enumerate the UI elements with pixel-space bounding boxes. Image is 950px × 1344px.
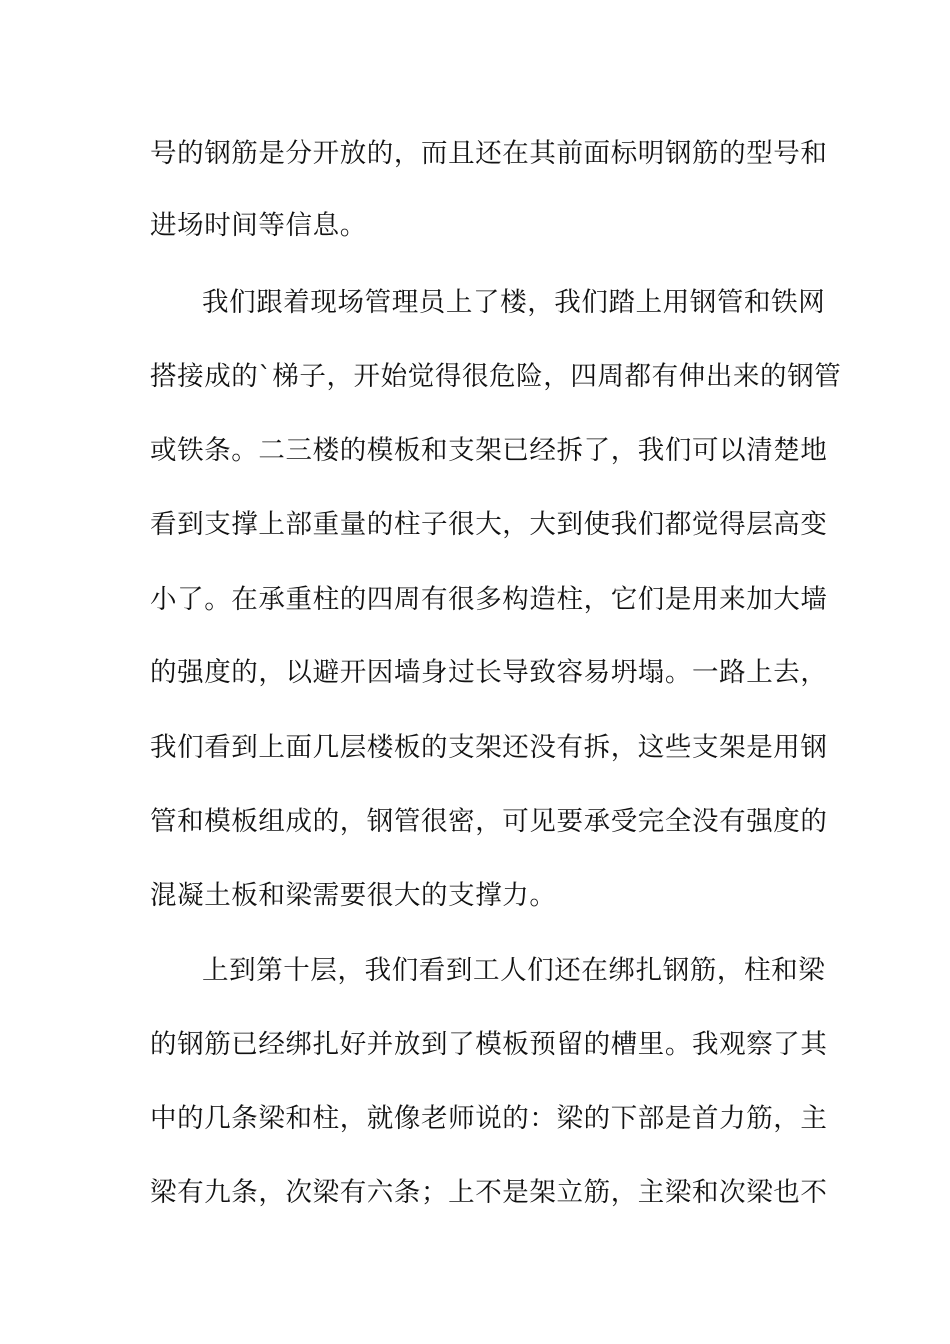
text-line: 号的钢筋是分开放的，而且还在其前面标明钢筋的型号和 [150,138,828,169]
paragraph-first-line: 我们跟着现场管理员上了楼，我们踏上用钢管和铁网 [202,287,826,318]
text-line: 或铁条。二三楼的模板和支架已经拆了，我们可以清楚地 [150,435,828,466]
text-line: 搭接成的`梯子，开始觉得很危险，四周都有伸出来的钢管 [150,361,842,392]
text-line: 梁有九条，次梁有六条；上不是架立筋，主梁和次梁也不 [150,1177,828,1208]
text-line: 进场时间等信息。 [150,210,367,241]
text-line: 管和模板组成的，钢管很密，可见要承受完全没有强度的 [150,806,828,837]
text-line: 的强度的，以避开因墙身过长导致容易坍塌。一路上去， [150,657,828,688]
text-line: 我们看到上面几层楼板的支架还没有拆，这些支架是用钢 [150,732,828,763]
text-line: 小了。在承重柱的四周有很多构造柱，它们是用来加大墙 [150,584,828,615]
text-line: 中的几条梁和柱，就像老师说的：梁的下部是首力筋，主 [150,1103,828,1134]
text-line: 混凝土板和梁需要很大的支撑力。 [150,880,557,911]
text-line: 看到支撑上部重量的柱子很大，大到使我们都觉得层高变 [150,509,828,540]
text-line: 的钢筋已经绑扎好并放到了模板预留的槽里。我观察了其 [150,1029,828,1060]
paragraph-first-line: 上到第十层，我们看到工人们还在绑扎钢筋，柱和梁 [202,955,826,986]
